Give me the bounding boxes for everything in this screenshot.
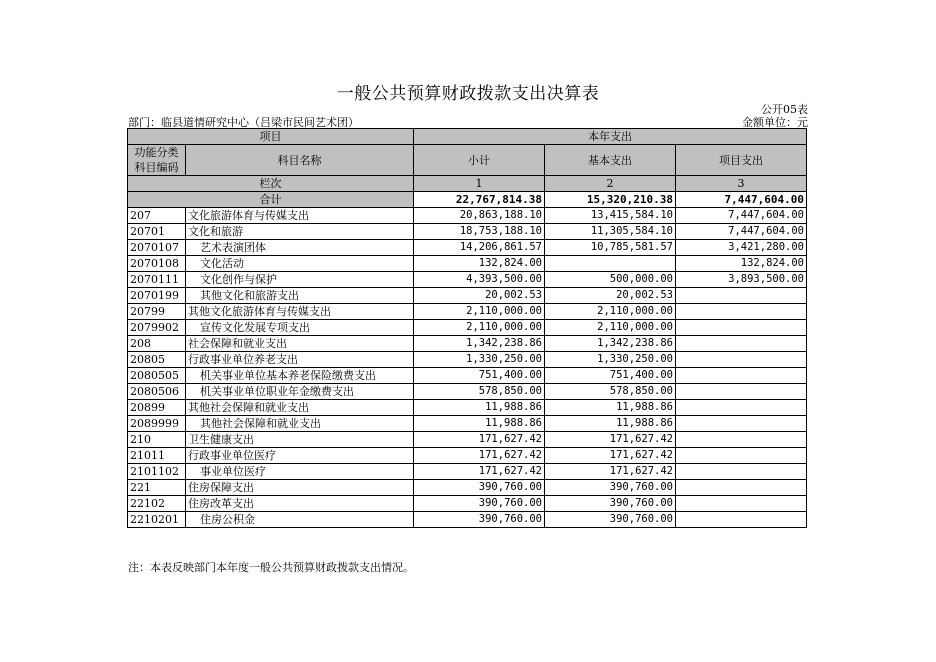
row-project: 7,447,604.00	[676, 224, 807, 240]
table-row	[128, 256, 807, 272]
header-func-code	[128, 145, 186, 176]
table-row	[128, 288, 807, 304]
row-name: 文化活动	[186, 256, 414, 272]
row-project	[676, 304, 807, 320]
row-code: 2089999	[128, 416, 186, 432]
table-row	[128, 304, 807, 320]
row-subtotal: 20,002.53	[414, 288, 545, 304]
header-column-no: 栏次	[128, 176, 414, 192]
row-code: 2079902	[128, 320, 186, 336]
row-name: 其他文化旅游体育与传媒支出	[186, 304, 414, 320]
row-code: 210	[128, 432, 186, 448]
row-subtotal: 20,863,188.10	[414, 208, 545, 224]
row-code: 2070199	[128, 288, 186, 304]
row-code: 20899	[128, 400, 186, 416]
row-name: 行政事业单位医疗	[186, 448, 414, 464]
table-row	[128, 480, 807, 496]
row-subtotal: 132,824.00	[414, 256, 545, 272]
table-row	[128, 336, 807, 352]
header-item: 项目	[128, 129, 414, 145]
row-code: 2070111	[128, 272, 186, 288]
header-subtotal: 小计	[414, 145, 545, 176]
row-name: 艺术表演团体	[186, 240, 414, 256]
table-row	[128, 448, 807, 464]
header-basic: 基本支出	[545, 145, 676, 176]
row-code: 221	[128, 480, 186, 496]
page-title: 一般公共预算财政拨款支出决算表	[336, 84, 600, 104]
row-subtotal: 2,110,000.00	[414, 304, 545, 320]
table-row	[128, 496, 807, 512]
row-subtotal: 1,330,250.00	[414, 352, 545, 368]
row-name: 其他社会保障和就业支出	[186, 400, 414, 416]
row-name: 住房改革支出	[186, 496, 414, 512]
header-project: 项目支出	[676, 145, 807, 176]
table-row	[128, 272, 807, 288]
header-subject-name: 科目名称	[186, 145, 414, 176]
row-subtotal: 18,753,188.10	[414, 224, 545, 240]
row-subtotal: 14,206,861.57	[414, 240, 545, 256]
row-basic: 11,988.86	[545, 400, 676, 416]
table-row	[128, 240, 807, 256]
row-project: 7,447,604.00	[676, 208, 807, 224]
row-basic: 171,627.42	[545, 432, 676, 448]
row-name: 宣传文化发展专项支出	[186, 320, 414, 336]
table-row	[128, 400, 807, 416]
row-project	[676, 416, 807, 432]
row-project	[676, 384, 807, 400]
total-project: 7,447,604.00	[676, 192, 807, 208]
row-project	[676, 448, 807, 464]
row-name: 文化旅游体育与传媒支出	[186, 208, 414, 224]
row-subtotal: 390,760.00	[414, 496, 545, 512]
table-row	[128, 224, 807, 240]
form-code: 公开05表	[761, 103, 808, 116]
row-name: 文化和旅游	[186, 224, 414, 240]
header-col1: 1	[414, 176, 545, 192]
row-basic: 171,627.42	[545, 448, 676, 464]
row-project	[676, 432, 807, 448]
header-col3: 3	[676, 176, 807, 192]
header-current-year: 本年支出	[414, 129, 807, 145]
row-name: 行政事业单位养老支出	[186, 352, 414, 368]
table-row	[128, 368, 807, 384]
row-subtotal: 751,400.00	[414, 368, 545, 384]
row-name: 住房公积金	[186, 512, 414, 528]
row-code: 2070107	[128, 240, 186, 256]
row-subtotal: 390,760.00	[414, 480, 545, 496]
row-basic: 20,002.53	[545, 288, 676, 304]
row-code: 20701	[128, 224, 186, 240]
row-code: 208	[128, 336, 186, 352]
row-project: 3,421,280.00	[676, 240, 807, 256]
row-basic	[545, 256, 676, 272]
row-code: 22102	[128, 496, 186, 512]
header-col2: 2	[545, 176, 676, 192]
row-code: 2070108	[128, 256, 186, 272]
row-code: 2080506	[128, 384, 186, 400]
row-subtotal: 2,110,000.00	[414, 320, 545, 336]
row-project	[676, 320, 807, 336]
unit-label: 金额单位：元	[742, 116, 808, 129]
row-subtotal: 11,988.86	[414, 416, 545, 432]
row-project	[676, 288, 807, 304]
row-code: 2080505	[128, 368, 186, 384]
row-basic: 578,850.00	[545, 384, 676, 400]
table-row	[128, 352, 807, 368]
row-project	[676, 368, 807, 384]
row-name: 其他文化和旅游支出	[186, 288, 414, 304]
row-project	[676, 464, 807, 480]
row-subtotal: 1,342,238.86	[414, 336, 545, 352]
table-row	[128, 464, 807, 480]
total-basic: 15,320,210.38	[545, 192, 676, 208]
row-basic: 10,785,581.57	[545, 240, 676, 256]
row-subtotal: 4,393,500.00	[414, 272, 545, 288]
header-func-code-line2: 科目编码	[134, 161, 179, 174]
row-code: 2210201	[128, 512, 186, 528]
row-code: 207	[128, 208, 186, 224]
row-subtotal: 171,627.42	[414, 464, 545, 480]
total-subtotal: 22,767,814.38	[414, 192, 545, 208]
row-subtotal: 11,988.86	[414, 400, 545, 416]
row-basic: 11,988.86	[545, 416, 676, 432]
table-row	[128, 208, 807, 224]
row-code: 20799	[128, 304, 186, 320]
row-name: 社会保障和就业支出	[186, 336, 414, 352]
row-basic: 390,760.00	[545, 496, 676, 512]
row-basic: 751,400.00	[545, 368, 676, 384]
row-name: 其他社会保障和就业支出	[186, 416, 414, 432]
row-name: 住房保障支出	[186, 480, 414, 496]
row-code: 2101102	[128, 464, 186, 480]
row-project	[676, 352, 807, 368]
row-project	[676, 496, 807, 512]
row-project	[676, 512, 807, 528]
row-name: 机关事业单位职业年金缴费支出	[186, 384, 414, 400]
row-basic: 1,330,250.00	[545, 352, 676, 368]
row-subtotal: 390,760.00	[414, 512, 545, 528]
row-project: 3,893,500.00	[676, 272, 807, 288]
row-basic: 390,760.00	[545, 512, 676, 528]
row-subtotal: 171,627.42	[414, 448, 545, 464]
table-row	[128, 416, 807, 432]
row-project	[676, 480, 807, 496]
row-name: 机关事业单位基本养老保险缴费支出	[186, 368, 414, 384]
total-label: 合计	[128, 192, 414, 208]
row-name: 事业单位医疗	[186, 464, 414, 480]
row-subtotal: 171,627.42	[414, 432, 545, 448]
row-basic: 2,110,000.00	[545, 320, 676, 336]
row-name: 卫生健康支出	[186, 432, 414, 448]
row-name: 文化创作与保护	[186, 272, 414, 288]
row-project	[676, 400, 807, 416]
row-basic: 500,000.00	[545, 272, 676, 288]
row-code: 21011	[128, 448, 186, 464]
row-code: 20805	[128, 352, 186, 368]
row-basic: 390,760.00	[545, 480, 676, 496]
table-row	[128, 512, 807, 528]
row-subtotal: 578,850.00	[414, 384, 545, 400]
footnote: 注：本表反映部门本年度一般公共预算财政拨款支出情况。	[128, 561, 414, 574]
row-project: 132,824.00	[676, 256, 807, 272]
table-row	[128, 432, 807, 448]
table-row	[128, 320, 807, 336]
row-basic: 2,110,000.00	[545, 304, 676, 320]
table-row	[128, 384, 807, 400]
department-label: 部门：临县道情研究中心（吕梁市民间艺术团）	[128, 116, 359, 129]
row-project	[676, 336, 807, 352]
expenditure-table	[127, 128, 807, 528]
row-basic: 171,627.42	[545, 464, 676, 480]
header-func-code-line1: 功能分类	[134, 146, 179, 159]
row-basic: 1,342,238.86	[545, 336, 676, 352]
row-basic: 11,305,584.10	[545, 224, 676, 240]
row-basic: 13,415,584.10	[545, 208, 676, 224]
